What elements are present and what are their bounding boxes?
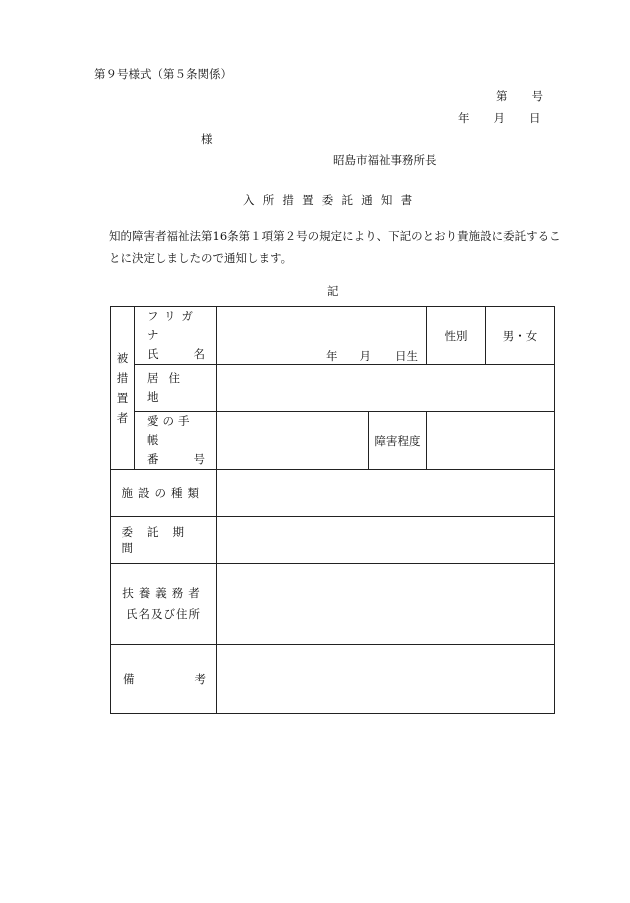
disability-level-label: 障害程度 <box>369 412 427 470</box>
addressee: 様 <box>201 132 213 146</box>
facility-type-label-cell <box>111 470 217 517</box>
remarks-label-cell <box>111 645 217 714</box>
date-year: 年 <box>458 111 470 125</box>
address-label: 居住地 <box>147 371 190 404</box>
doc-number-suffix: 号 <box>531 89 543 103</box>
furigana-label: フリガナ <box>147 309 199 342</box>
sex-options: 男・女 <box>486 307 555 365</box>
techo-number-value <box>217 412 369 470</box>
guardian-label-line2: 氏名及び住所 <box>126 607 201 621</box>
facility-type-label: 施設の種類 <box>121 486 204 500</box>
document-number-line <box>496 88 543 104</box>
period-value <box>217 517 555 564</box>
date-day: 日 <box>529 111 541 125</box>
ki-marker: 記 <box>327 284 339 298</box>
dob-year: 年 <box>326 349 338 363</box>
issuer: 昭島市福祉事務所長 <box>333 153 437 167</box>
guardian-value <box>217 564 555 645</box>
notice-form-table <box>110 306 555 714</box>
subject-label-cell <box>111 307 135 470</box>
dob-day: 日生 <box>395 349 418 363</box>
doc-number-prefix: 第 <box>496 89 508 103</box>
name-label: 氏 名 <box>147 347 205 361</box>
body-text: 知的障害者福祉法第16条第１項第２号の規定により、下記のとおり貴施設に委託することに決定しましたので通知します。 <box>109 229 561 265</box>
disability-level-value <box>427 412 555 470</box>
date-month: 月 <box>493 111 505 125</box>
name-label-cell <box>135 307 217 365</box>
remarks-value <box>217 645 555 714</box>
document-title: 入所措置委託通知書 <box>243 193 421 207</box>
issue-date-line <box>458 110 541 126</box>
address-label-cell <box>135 365 217 412</box>
period-label-cell <box>111 517 217 564</box>
techo-label: 愛の手帳 <box>147 414 194 447</box>
facility-type-value <box>217 470 555 517</box>
sex-label: 性別 <box>427 307 486 365</box>
form-number: 第９号様式（第５条関係） <box>94 67 232 81</box>
guardian-label-line1: 扶養義務者 <box>122 586 205 600</box>
remarks-label: 備 考 <box>123 672 206 686</box>
address-value <box>217 365 555 412</box>
period-label: 委託期間 <box>121 525 198 555</box>
dob-month: 月 <box>359 349 371 363</box>
name-dob-cell <box>217 307 427 365</box>
guardian-label-cell <box>111 564 217 645</box>
number-label: 番 号 <box>147 452 205 466</box>
techo-label-cell <box>135 412 217 470</box>
subject-label: 被措置者 <box>116 351 129 425</box>
